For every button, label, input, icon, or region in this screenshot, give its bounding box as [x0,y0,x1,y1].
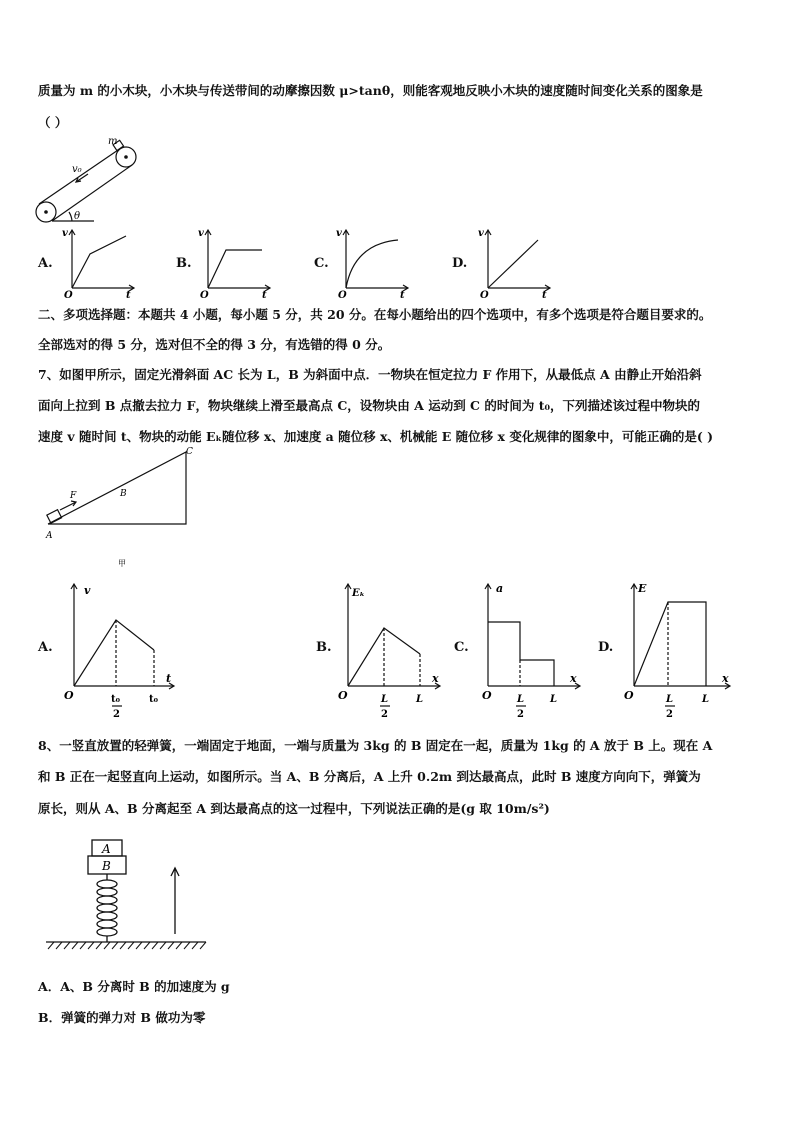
spring-figure [40,832,210,962]
q7-graph-b[interactable] [336,578,446,720]
q6-option-d-label[interactable]: D. [452,256,468,271]
q7b-origin-label: O [338,689,348,702]
block-a-label: A [102,842,111,856]
block-b-label: B [102,859,111,873]
q6-option-b-label[interactable]: B. [176,256,192,271]
section2-header-line1: 二、多项选择题：本题共 4 小题，每小题 5 分，共 20 分。在每小题给出的四个选项中，有多个选项是符合题目要求的。 [38,307,712,322]
q6-graph-d[interactable] [478,226,558,301]
q7-option-d-label[interactable]: D. [598,640,614,655]
q7d-half-tick-den: 2 [666,709,673,720]
theta-label: θ [74,211,81,222]
point-b-label: B [120,489,127,499]
q7-option-b-label[interactable]: B. [316,640,332,655]
q7c-half-tick-num: L [517,694,525,705]
q6d-y-label: v [478,228,484,239]
q6a-x-label: t [126,290,131,301]
mass-label: m [108,136,118,147]
q7-graph-c[interactable] [476,578,586,720]
q6c-origin-label: O [338,290,347,301]
q7-option-a-label[interactable]: A. [38,640,53,655]
q6a-y-label: v [62,228,68,239]
q7c-half-tick-den: 2 [517,709,524,720]
q7d-end-tick: L [702,694,710,705]
q6-graph-a[interactable] [62,226,142,301]
q7-stem-line3: 速度 v 随时间 t、物块的动能 Eₖ随位移 x、加速度 a 随位移 x、机械能 E 随位移 x 变化规律的图象中，可能正确的是( ) [38,429,713,444]
q7a-origin-label: O [64,689,74,702]
v0-label: v₀ [72,164,82,175]
q7c-y-label: a [496,582,504,595]
q6-stem-line1: 质量为 m 的小木块，小木块与传送带间的动摩擦因数 μ>tanθ，则能客观地反映小木块的速度随时间变化关系的图象是 [38,83,703,98]
q7a-half-tick-den: 2 [113,709,120,720]
point-c-label: C [186,447,193,457]
q8-stem-line1: 8、一竖直放置的轻弹簧，一端固定于地面，一端与质量为 3kg 的 B 固定在一起，质量为 1kg 的 A 放于 B 上。现在 A [38,738,713,753]
q8-option-b[interactable]: B．弹簧的弹力对 B 做功为零 [38,1010,206,1025]
q8-stem-line2: 和 B 正在一起竖直向上运动，如图所示。当 A、B 分离后，A 上升 0.2m 到达最高点，此时 B 速度方向向下，弹簧为 [38,769,701,784]
conveyor-belt-figure [34,138,144,228]
q6b-origin-label: O [200,290,209,301]
q6c-x-label: t [400,290,405,301]
q7b-half-tick-den: 2 [381,709,388,720]
q7c-origin-label: O [482,689,492,702]
q6c-y-label: v [336,228,342,239]
q7a-end-tick: t₀ [149,694,158,705]
q8-option-a[interactable]: A．A、B 分离时 B 的加速度为 g [38,979,230,994]
q7b-x-label: x [432,672,439,685]
q7d-half-tick-num: L [666,694,674,705]
q7-option-c-label[interactable]: C. [454,640,469,655]
q7b-half-tick-num: L [381,694,389,705]
q7d-y-label: E [638,582,647,595]
q7-stem-line1: 7、如图甲所示，固定光滑斜面 AC 长为 L，B 为斜面中点．一物块在恒定拉力 F 作用下，从最低点 A 由静止开始沿斜 [38,367,702,382]
q7-stem-line2: 面向上拉到 B 点撤去拉力 F，物块继续上滑至最高点 C，设物块由 A 运动到 C 的时间为 t₀，下列描述该过程中物块的 [38,398,700,413]
section2-header-line2: 全部选对的得 5 分，选对但不全的得 3 分，有选错的得 0 分。 [38,337,391,352]
q6d-x-label: t [542,290,547,301]
q7c-end-tick: L [550,694,558,705]
q7d-origin-label: O [624,689,634,702]
q6-option-c-label[interactable]: C. [314,256,329,271]
q7a-x-label: t [166,672,172,685]
force-f-label: F [70,491,77,501]
q6b-y-label: v [198,228,204,239]
q6-stem-line2: （ ） [38,115,68,130]
q7d-x-label: x [722,672,729,685]
q6d-origin-label: O [480,290,489,301]
q7c-x-label: x [570,672,577,685]
q7b-y-label: Eₖ [352,588,365,599]
incline-figure [40,444,210,574]
q7a-half-tick-num: t₀ [111,694,120,705]
q7-graph-d[interactable] [622,578,742,720]
q6-option-a-label[interactable]: A. [38,256,53,271]
q6-graph-b[interactable] [198,226,278,301]
point-a-label: A [46,531,53,541]
figure-caption: 甲 [118,559,126,568]
q7a-y-label: v [84,584,91,597]
q8-stem-line3: 原长，则从 A、B 分离起至 A 到达最高点的这一过程中，下列说法正确的是(g 取 10m/s²) [38,801,550,816]
q6b-x-label: t [262,290,267,301]
q7b-end-tick: L [416,694,424,705]
q7-graph-a[interactable] [62,578,182,720]
q6-graph-c[interactable] [336,226,416,301]
q6a-origin-label: O [64,290,73,301]
